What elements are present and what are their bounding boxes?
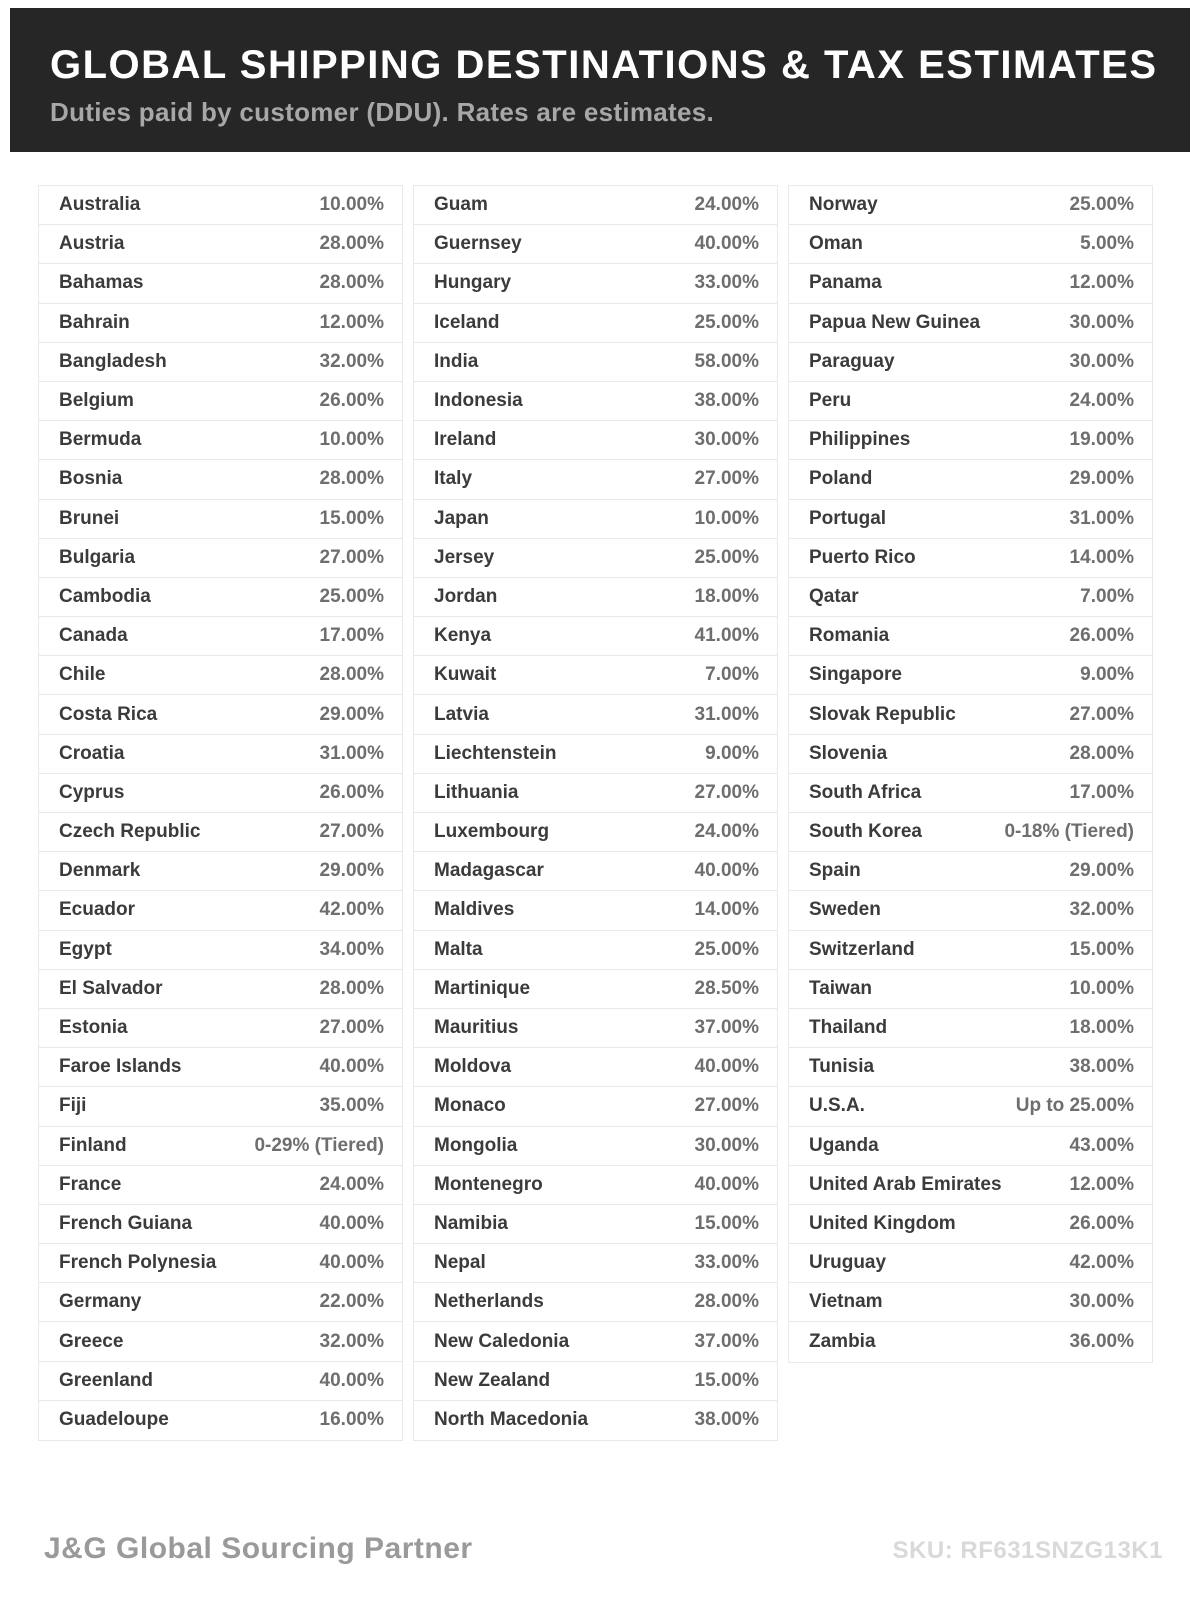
country-name: Costa Rica [59, 703, 158, 725]
rate-value: 28.00% [319, 664, 384, 686]
country-name: Puerto Rico [809, 546, 916, 568]
country-name: Norway [809, 194, 878, 216]
rate-value: 29.00% [1069, 468, 1134, 490]
table-row [39, 656, 402, 695]
rate-value: 12.00% [1069, 272, 1134, 294]
rate-value: 33.00% [694, 272, 759, 294]
country-name: French Guiana [59, 1212, 193, 1234]
table-row [39, 343, 402, 382]
tax-table-column-3 [788, 185, 1153, 1363]
table-row [414, 1362, 777, 1401]
table-row [39, 1048, 402, 1087]
table-row [414, 460, 777, 499]
table-row [414, 695, 777, 734]
table-row [39, 539, 402, 578]
rate-value: 33.00% [694, 1252, 759, 1274]
table-row [39, 852, 402, 891]
country-name: Bosnia [59, 468, 123, 490]
table-row [39, 774, 402, 813]
country-name: Japan [434, 507, 489, 529]
rate-value: 10.00% [694, 507, 759, 529]
country-name: Slovak Republic [809, 703, 956, 725]
table-row [39, 931, 402, 970]
table-row [39, 735, 402, 774]
table-row [414, 852, 777, 891]
table-row [414, 1322, 777, 1361]
table-row [414, 1401, 777, 1440]
country-name: Brunei [59, 507, 120, 529]
table-row [414, 225, 777, 264]
rate-value: 15.00% [319, 507, 384, 529]
rate-value: 25.00% [694, 938, 759, 960]
table-row [39, 617, 402, 656]
rate-value: 42.00% [1069, 1252, 1134, 1274]
country-name: Greece [59, 1330, 124, 1352]
page-title: GLOBAL SHIPPING DESTINATIONS & TAX ESTIMATES [50, 43, 1158, 87]
rate-value: 10.00% [319, 194, 384, 216]
table-row [789, 1283, 1152, 1322]
rate-value: 0-29% (Tiered) [254, 1134, 384, 1156]
country-name: Germany [59, 1291, 142, 1313]
rate-value: 28.00% [319, 977, 384, 999]
country-name: Indonesia [434, 390, 523, 412]
rate-value: 0-18% (Tiered) [1004, 821, 1134, 843]
country-name: Iceland [434, 311, 500, 333]
country-name: Guernsey [434, 233, 522, 255]
rate-value: 30.00% [1069, 350, 1134, 372]
rate-value: 35.00% [319, 1095, 384, 1117]
table-row [414, 578, 777, 617]
rate-value: 18.00% [1069, 1017, 1134, 1039]
rate-value: 17.00% [319, 625, 384, 647]
table-row [39, 891, 402, 930]
table-row [414, 539, 777, 578]
table-row [789, 970, 1152, 1009]
rate-value: 30.00% [694, 429, 759, 451]
table-row [39, 1205, 402, 1244]
country-name: Latvia [434, 703, 489, 725]
country-name: North Macedonia [434, 1409, 589, 1431]
rate-value: 15.00% [1069, 938, 1134, 960]
rate-value: 25.00% [1069, 194, 1134, 216]
rate-value: 40.00% [319, 1369, 384, 1391]
rate-value: 24.00% [319, 1173, 384, 1195]
rate-value: Up to 25.00% [1015, 1095, 1134, 1117]
table-row [789, 735, 1152, 774]
table-row [39, 304, 402, 343]
rate-value: 10.00% [1069, 977, 1134, 999]
table-row [789, 460, 1152, 499]
table-row [414, 891, 777, 930]
country-name: Guadeloupe [59, 1409, 169, 1431]
table-row [39, 1283, 402, 1322]
country-name: New Zealand [434, 1369, 551, 1391]
rate-value: 9.00% [1080, 664, 1134, 686]
table-row [414, 304, 777, 343]
table-row [789, 1087, 1152, 1126]
table-row [414, 656, 777, 695]
rate-value: 5.00% [1080, 233, 1134, 255]
country-name: Netherlands [434, 1291, 544, 1313]
country-name: New Caledonia [434, 1330, 570, 1352]
country-name: Italy [434, 468, 473, 490]
rate-value: 40.00% [694, 860, 759, 882]
country-name: Montenegro [434, 1173, 543, 1195]
country-name: Nepal [434, 1252, 486, 1274]
rate-value: 58.00% [694, 350, 759, 372]
table-row [39, 970, 402, 1009]
rate-value: 28.00% [1069, 742, 1134, 764]
table-row [789, 186, 1152, 225]
rate-value: 27.00% [1069, 703, 1134, 725]
rate-value: 30.00% [694, 1134, 759, 1156]
country-name: Mauritius [434, 1017, 519, 1039]
rate-value: 27.00% [319, 821, 384, 843]
rate-value: 40.00% [694, 1173, 759, 1195]
table-row [789, 1205, 1152, 1244]
country-name: Malta [434, 938, 483, 960]
table-row [789, 1244, 1152, 1283]
rate-value: 25.00% [694, 311, 759, 333]
rate-value: 30.00% [1069, 1291, 1134, 1313]
page-header [10, 8, 1190, 152]
brand-text: J&G Global Sourcing Partner [44, 1532, 473, 1565]
table-row [414, 617, 777, 656]
rate-value: 40.00% [319, 1056, 384, 1078]
country-name: Namibia [434, 1212, 508, 1234]
rate-value: 19.00% [1069, 429, 1134, 451]
rate-value: 12.00% [319, 311, 384, 333]
rate-value: 15.00% [694, 1369, 759, 1391]
table-row [414, 774, 777, 813]
country-name: Romania [809, 625, 890, 647]
country-name: France [59, 1173, 122, 1195]
country-name: Poland [809, 468, 873, 490]
table-row [414, 813, 777, 852]
table-row [414, 500, 777, 539]
country-name: Vietnam [809, 1291, 883, 1313]
country-name: Luxembourg [434, 821, 550, 843]
country-name: Thailand [809, 1017, 888, 1039]
country-name: Fiji [59, 1095, 87, 1117]
country-name: Bahrain [59, 311, 130, 333]
table-row [414, 186, 777, 225]
sku-text: SKU: RF631SNZG13K1 [892, 1537, 1163, 1564]
tax-table-column-2 [413, 185, 778, 1441]
rate-value: 42.00% [319, 899, 384, 921]
country-name: Liechtenstein [434, 742, 557, 764]
country-name: Panama [809, 272, 882, 294]
table-row [39, 1166, 402, 1205]
table-row [39, 1087, 402, 1126]
rate-value: 28.00% [319, 468, 384, 490]
country-name: United Arab Emirates [809, 1173, 1002, 1195]
table-row [789, 1127, 1152, 1166]
rate-value: 31.00% [1069, 507, 1134, 529]
table-row [414, 735, 777, 774]
rate-value: 41.00% [694, 625, 759, 647]
table-row [789, 931, 1152, 970]
rate-value: 40.00% [319, 1212, 384, 1234]
table-row [414, 1205, 777, 1244]
country-name: Philippines [809, 429, 911, 451]
rate-value: 9.00% [705, 742, 759, 764]
table-row [39, 813, 402, 852]
country-name: Bahamas [59, 272, 144, 294]
rate-value: 27.00% [694, 781, 759, 803]
table-row [39, 695, 402, 734]
rate-value: 40.00% [694, 1056, 759, 1078]
country-name: Kuwait [434, 664, 497, 686]
rate-value: 27.00% [319, 546, 384, 568]
country-name: U.S.A. [809, 1095, 865, 1117]
rate-value: 26.00% [1069, 625, 1134, 647]
country-name: Cyprus [59, 781, 125, 803]
table-row [39, 1362, 402, 1401]
rate-value: 24.00% [1069, 390, 1134, 412]
country-name: Mongolia [434, 1134, 518, 1156]
table-row [414, 1283, 777, 1322]
page-subtitle: Duties paid by customer (DDU). Rates are estimates. [50, 97, 715, 127]
table-row [789, 852, 1152, 891]
country-name: Monaco [434, 1095, 506, 1117]
country-name: Ireland [434, 429, 497, 451]
country-name: Martinique [434, 977, 531, 999]
table-row [39, 1401, 402, 1440]
table-row [414, 931, 777, 970]
rate-value: 31.00% [694, 703, 759, 725]
table-row [39, 460, 402, 499]
tax-table-column-1 [38, 185, 403, 1441]
rate-value: 26.00% [319, 390, 384, 412]
rate-value: 26.00% [319, 781, 384, 803]
table-row [414, 1166, 777, 1205]
country-name: Ecuador [59, 899, 136, 921]
table-row [789, 813, 1152, 852]
rate-value: 37.00% [694, 1330, 759, 1352]
table-row [789, 421, 1152, 460]
country-name: Denmark [59, 860, 141, 882]
country-name: Kenya [434, 625, 492, 647]
country-name: Oman [809, 233, 863, 255]
country-name: Taiwan [809, 977, 872, 999]
table-row [789, 1009, 1152, 1048]
table-row [789, 891, 1152, 930]
table-row [789, 1048, 1152, 1087]
rate-value: 27.00% [319, 1017, 384, 1039]
table-row [789, 264, 1152, 303]
table-row [789, 695, 1152, 734]
rate-value: 29.00% [319, 703, 384, 725]
country-name: Papua New Guinea [809, 311, 981, 333]
rate-value: 40.00% [319, 1252, 384, 1274]
table-row [414, 421, 777, 460]
rate-value: 22.00% [319, 1291, 384, 1313]
rate-value: 10.00% [319, 429, 384, 451]
table-row [789, 1166, 1152, 1205]
rate-value: 37.00% [694, 1017, 759, 1039]
table-row [789, 539, 1152, 578]
country-name: Jersey [434, 546, 495, 568]
table-row [39, 500, 402, 539]
rate-value: 30.00% [1069, 311, 1134, 333]
table-row [414, 1244, 777, 1283]
table-row [414, 343, 777, 382]
rate-value: 15.00% [694, 1212, 759, 1234]
rate-value: 17.00% [1069, 781, 1134, 803]
country-name: Spain [809, 860, 861, 882]
country-name: Australia [59, 194, 141, 216]
rate-value: 32.00% [319, 350, 384, 372]
rate-value: 32.00% [1069, 899, 1134, 921]
country-name: Canada [59, 625, 128, 647]
tax-table [38, 185, 1200, 1441]
rate-value: 25.00% [319, 585, 384, 607]
table-row [414, 1127, 777, 1166]
country-name: Slovenia [809, 742, 888, 764]
table-row [39, 1009, 402, 1048]
rate-value: 31.00% [319, 742, 384, 764]
country-name: Maldives [434, 899, 515, 921]
table-row [789, 500, 1152, 539]
country-name: Uganda [809, 1134, 879, 1156]
country-name: French Polynesia [59, 1252, 217, 1274]
country-name: Portugal [809, 507, 887, 529]
country-name: Finland [59, 1134, 127, 1156]
rate-value: 34.00% [319, 938, 384, 960]
country-name: India [434, 350, 479, 372]
country-name: Moldova [434, 1056, 512, 1078]
table-row [39, 1322, 402, 1361]
country-name: Singapore [809, 664, 902, 686]
country-name: Austria [59, 233, 125, 255]
table-row [414, 970, 777, 1009]
country-name: Paraguay [809, 350, 895, 372]
country-name: Czech Republic [59, 821, 201, 843]
table-row [789, 656, 1152, 695]
table-row [39, 264, 402, 303]
table-row [39, 225, 402, 264]
country-name: Cambodia [59, 585, 151, 607]
rate-value: 27.00% [694, 1095, 759, 1117]
country-name: South Africa [809, 781, 922, 803]
country-name: Estonia [59, 1017, 128, 1039]
country-name: Bangladesh [59, 350, 167, 372]
rate-value: 40.00% [694, 233, 759, 255]
table-row [39, 1244, 402, 1283]
country-name: El Salvador [59, 977, 163, 999]
table-row [414, 1009, 777, 1048]
rate-value: 28.50% [694, 977, 759, 999]
country-name: Lithuania [434, 781, 519, 803]
rate-value: 29.00% [1069, 860, 1134, 882]
rate-value: 26.00% [1069, 1212, 1134, 1234]
rate-value: 7.00% [1080, 585, 1134, 607]
rate-value: 43.00% [1069, 1134, 1134, 1156]
table-row [414, 382, 777, 421]
table-row [789, 225, 1152, 264]
country-name: Guam [434, 194, 488, 216]
country-name: Tunisia [809, 1056, 875, 1078]
rate-value: 28.00% [694, 1291, 759, 1313]
table-row [789, 617, 1152, 656]
country-name: Jordan [434, 585, 498, 607]
rate-value: 32.00% [319, 1330, 384, 1352]
country-name: Bulgaria [59, 546, 136, 568]
country-name: Bermuda [59, 429, 142, 451]
country-name: Uruguay [809, 1252, 887, 1274]
page-footer [44, 1532, 1163, 1566]
rate-value: 38.00% [694, 390, 759, 412]
country-name: Zambia [809, 1331, 876, 1353]
country-name: Faroe Islands [59, 1056, 182, 1078]
country-name: Egypt [59, 938, 112, 960]
rate-value: 7.00% [705, 664, 759, 686]
rate-value: 14.00% [1069, 546, 1134, 568]
table-row [789, 578, 1152, 617]
rate-value: 25.00% [694, 546, 759, 568]
table-row [789, 1322, 1152, 1361]
rate-value: 24.00% [694, 821, 759, 843]
table-row [414, 1087, 777, 1126]
table-row [789, 382, 1152, 421]
rate-value: 36.00% [1069, 1331, 1134, 1353]
table-row [39, 186, 402, 225]
country-name: Croatia [59, 742, 125, 764]
table-row [414, 1048, 777, 1087]
rate-value: 18.00% [694, 585, 759, 607]
country-name: Chile [59, 664, 106, 686]
rate-value: 12.00% [1069, 1173, 1134, 1195]
table-row [789, 304, 1152, 343]
country-name: Qatar [809, 585, 859, 607]
table-row [39, 578, 402, 617]
table-row [414, 264, 777, 303]
rate-value: 16.00% [319, 1409, 384, 1431]
country-name: Madagascar [434, 860, 544, 882]
table-row [789, 343, 1152, 382]
rate-value: 27.00% [694, 468, 759, 490]
table-row [789, 774, 1152, 813]
country-name: United Kingdom [809, 1212, 956, 1234]
country-name: Peru [809, 390, 852, 412]
country-name: Sweden [809, 899, 881, 921]
country-name: South Korea [809, 821, 922, 843]
rate-value: 24.00% [694, 194, 759, 216]
table-row [39, 382, 402, 421]
table-row [39, 421, 402, 460]
rate-value: 28.00% [319, 233, 384, 255]
rate-value: 14.00% [694, 899, 759, 921]
table-row [39, 1127, 402, 1166]
country-name: Belgium [59, 390, 134, 412]
country-name: Hungary [434, 272, 512, 294]
rate-value: 38.00% [694, 1409, 759, 1431]
country-name: Switzerland [809, 938, 915, 960]
rate-value: 38.00% [1069, 1056, 1134, 1078]
rate-value: 29.00% [319, 860, 384, 882]
country-name: Greenland [59, 1369, 153, 1391]
rate-value: 28.00% [319, 272, 384, 294]
